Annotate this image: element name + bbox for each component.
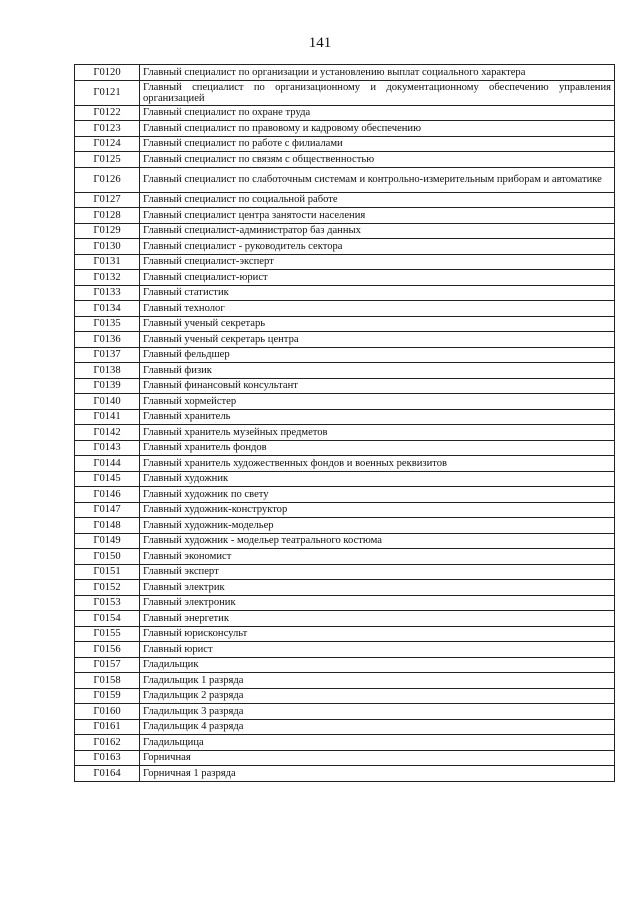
occupation-code-cell: Г0148 xyxy=(75,518,140,534)
table-row xyxy=(75,167,615,192)
occupation-title-cell: Главный хормейстер xyxy=(140,394,615,410)
occupation-title-cell: Главный художник по свету xyxy=(140,487,615,503)
table-row xyxy=(75,425,615,441)
occupation-title-cell: Гладильщик 3 разряда xyxy=(140,704,615,720)
table-row xyxy=(75,626,615,642)
table-body xyxy=(75,65,615,782)
table-row xyxy=(75,105,615,121)
occupation-code-cell: Г0152 xyxy=(75,580,140,596)
occupation-code-cell: Г0127 xyxy=(75,192,140,208)
occupation-code-cell: Г0137 xyxy=(75,347,140,363)
occupation-title-cell: Главный статистик xyxy=(140,285,615,301)
occupation-code-cell: Г0132 xyxy=(75,270,140,286)
table-row xyxy=(75,363,615,379)
occupation-code-cell: Г0163 xyxy=(75,750,140,766)
occupation-title-cell: Главный художник xyxy=(140,471,615,487)
table-row xyxy=(75,456,615,472)
occupation-codes-table xyxy=(74,64,615,782)
occupation-title-cell: Гладильщик 1 разряда xyxy=(140,673,615,689)
table-row xyxy=(75,766,615,782)
occupation-title-cell: Главный финансовый консультант xyxy=(140,378,615,394)
occupation-title-cell: Главный специалист-юрист xyxy=(140,270,615,286)
table-row xyxy=(75,533,615,549)
occupation-title-cell: Главный специалист по правовому и кадровому обеспечению xyxy=(140,121,615,137)
table-row xyxy=(75,518,615,534)
occupation-title-cell: Главный юрист xyxy=(140,642,615,658)
table-row xyxy=(75,409,615,425)
occupation-title-cell: Главный художник - модельер театрального костюма xyxy=(140,533,615,549)
occupation-title-cell: Главный художник-модельер xyxy=(140,518,615,534)
occupation-title-cell: Горничная 1 разряда xyxy=(140,766,615,782)
occupation-title-cell: Гладильщик 2 разряда xyxy=(140,688,615,704)
table-row xyxy=(75,378,615,394)
occupation-code-cell: Г0160 xyxy=(75,704,140,720)
table-row xyxy=(75,65,615,81)
occupation-title-cell: Главный специалист - руководитель сектора xyxy=(140,239,615,255)
occupation-title-cell: Главный ученый секретарь xyxy=(140,316,615,332)
table-row xyxy=(75,657,615,673)
occupation-code-cell: Г0157 xyxy=(75,657,140,673)
occupation-code-cell: Г0120 xyxy=(75,65,140,81)
occupation-code-cell: Г0134 xyxy=(75,301,140,317)
occupation-title-cell: Главный ученый секретарь центра xyxy=(140,332,615,348)
occupation-title-cell: Гладильщик 4 разряда xyxy=(140,719,615,735)
occupation-code-cell: Г0162 xyxy=(75,735,140,751)
occupation-title-cell: Главный специалист по организации и установлению выплат социального характера xyxy=(140,65,615,81)
table-row xyxy=(75,440,615,456)
occupation-title-cell: Гладильщица xyxy=(140,735,615,751)
occupation-title-cell: Главный технолог xyxy=(140,301,615,317)
occupation-code-cell: Г0156 xyxy=(75,642,140,658)
occupation-code-cell: Г0141 xyxy=(75,409,140,425)
table-row xyxy=(75,136,615,152)
table-row xyxy=(75,80,615,105)
occupation-code-cell: Г0139 xyxy=(75,378,140,394)
table-row xyxy=(75,192,615,208)
table-row xyxy=(75,121,615,137)
occupation-code-cell: Г0143 xyxy=(75,440,140,456)
occupation-code-cell: Г0133 xyxy=(75,285,140,301)
table-row xyxy=(75,471,615,487)
table-row xyxy=(75,208,615,224)
table-row xyxy=(75,688,615,704)
table-row xyxy=(75,347,615,363)
occupation-code-cell: Г0136 xyxy=(75,332,140,348)
occupation-code-cell: Г0128 xyxy=(75,208,140,224)
table-row xyxy=(75,642,615,658)
table-row xyxy=(75,301,615,317)
occupation-code-cell: Г0151 xyxy=(75,564,140,580)
table-row xyxy=(75,564,615,580)
occupation-code-cell: Г0145 xyxy=(75,471,140,487)
occupation-title-cell: Главный энергетик xyxy=(140,611,615,627)
table-row xyxy=(75,580,615,596)
occupation-title-cell: Главный специалист по охране труда xyxy=(140,105,615,121)
page-number: 141 xyxy=(308,35,332,51)
occupation-code-cell: Г0153 xyxy=(75,595,140,611)
occupation-title-cell: Главный эксперт xyxy=(140,564,615,580)
table-row xyxy=(75,549,615,565)
occupation-title-cell: Главный специалист центра занятости населения xyxy=(140,208,615,224)
occupation-code-cell: Г0124 xyxy=(75,136,140,152)
table-row xyxy=(75,502,615,518)
occupation-code-cell: Г0135 xyxy=(75,316,140,332)
occupation-code-cell: Г0122 xyxy=(75,105,140,121)
table-row xyxy=(75,595,615,611)
occupation-code-cell: Г0131 xyxy=(75,254,140,270)
occupation-code-cell: Г0121 xyxy=(75,80,140,105)
table-row xyxy=(75,611,615,627)
table-row xyxy=(75,704,615,720)
occupation-title-cell: Главный хранитель художественных фондов и военных реквизитов xyxy=(140,456,615,472)
occupation-title-cell: Главный фельдшер xyxy=(140,347,615,363)
occupation-code-cell: Г0164 xyxy=(75,766,140,782)
table-row xyxy=(75,394,615,410)
table-row xyxy=(75,332,615,348)
occupation-code-cell: Г0149 xyxy=(75,533,140,549)
occupation-code-cell: Г0159 xyxy=(75,688,140,704)
table-row xyxy=(75,239,615,255)
occupation-code-cell: Г0146 xyxy=(75,487,140,503)
occupation-title-cell: Главный юрисконсульт xyxy=(140,626,615,642)
table-row xyxy=(75,285,615,301)
occupation-code-cell: Г0147 xyxy=(75,502,140,518)
occupation-code-cell: Г0130 xyxy=(75,239,140,255)
table-row xyxy=(75,223,615,239)
occupation-code-cell: Г0155 xyxy=(75,626,140,642)
occupation-code-cell: Г0144 xyxy=(75,456,140,472)
occupation-title-cell: Главный электрик xyxy=(140,580,615,596)
occupation-code-cell: Г0138 xyxy=(75,363,140,379)
occupation-title-cell: Главный экономист xyxy=(140,549,615,565)
occupation-title-cell: Главный физик xyxy=(140,363,615,379)
occupation-title-cell: Главный специалист по организационному и документационному обеспечению управления организацией xyxy=(140,80,615,105)
occupation-code-cell: Г0125 xyxy=(75,152,140,168)
table-row xyxy=(75,487,615,503)
occupation-title-cell: Главный специалист по слаботочным системам и контрольно-измерительным приборам и автоматике xyxy=(140,167,615,192)
occupation-title-cell: Главный художник-конструктор xyxy=(140,502,615,518)
table-row xyxy=(75,316,615,332)
table-row xyxy=(75,152,615,168)
occupation-code-cell: Г0154 xyxy=(75,611,140,627)
occupation-code-cell: Г0126 xyxy=(75,167,140,192)
table-row xyxy=(75,673,615,689)
table-row xyxy=(75,735,615,751)
occupation-title-cell: Главный электроник xyxy=(140,595,615,611)
occupation-title-cell: Главный специалист-эксперт xyxy=(140,254,615,270)
occupation-title-cell: Главный хранитель музейных предметов xyxy=(140,425,615,441)
occupation-title-cell: Горничная xyxy=(140,750,615,766)
occupation-title-cell: Главный специалист по социальной работе xyxy=(140,192,615,208)
occupation-code-cell: Г0140 xyxy=(75,394,140,410)
occupation-code-cell: Г0142 xyxy=(75,425,140,441)
occupation-title-cell: Главный специалист по работе с филиалами xyxy=(140,136,615,152)
occupation-title-cell: Гладильщик xyxy=(140,657,615,673)
occupation-code-cell: Г0158 xyxy=(75,673,140,689)
occupation-title-cell: Главный специалист по связям с общественностью xyxy=(140,152,615,168)
occupation-title-cell: Главный хранитель xyxy=(140,409,615,425)
table-row xyxy=(75,750,615,766)
occupation-code-cell: Г0129 xyxy=(75,223,140,239)
table-row xyxy=(75,719,615,735)
occupation-code-cell: Г0150 xyxy=(75,549,140,565)
table-row xyxy=(75,254,615,270)
occupation-code-cell: Г0161 xyxy=(75,719,140,735)
table-row xyxy=(75,270,615,286)
occupation-title-cell: Главный специалист-администратор баз данных xyxy=(140,223,615,239)
occupation-code-cell: Г0123 xyxy=(75,121,140,137)
occupation-title-cell: Главный хранитель фондов xyxy=(140,440,615,456)
